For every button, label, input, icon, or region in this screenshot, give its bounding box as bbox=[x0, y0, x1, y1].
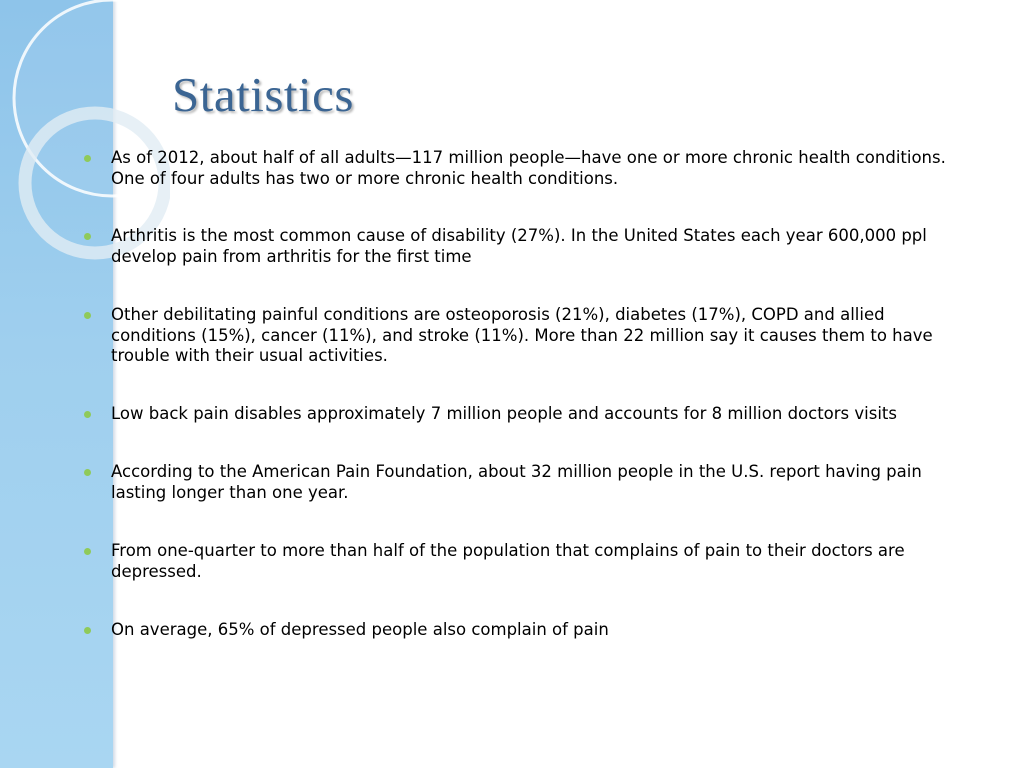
bullet-text: Other debilitating painful conditions are osteoporosis (21%), diabetes (17%), COPD and allied conditions (15%), cancer (11%), and stroke (11%). More than 22 million say it causes them to have trouble with their usual activities. bbox=[111, 305, 933, 365]
bullet-item bbox=[111, 620, 609, 641]
bullet-text: On average, 65% of depressed people also complain of pain bbox=[111, 620, 609, 639]
bullet-dot-icon bbox=[84, 155, 91, 162]
bullet-item bbox=[111, 305, 971, 367]
bullet-item bbox=[111, 226, 971, 267]
bullet-text: As of 2012, about half of all adults—117 million people—have one or more chronic health conditions. One of four adults has two or more chronic health conditions. bbox=[111, 148, 946, 188]
bullet-dot-icon bbox=[84, 627, 91, 634]
bullet-text: Arthritis is the most common cause of disability (27%). In the United States each year 600,000 ppl develop pain from arthritis for the first time bbox=[111, 226, 927, 266]
bullet-dot-icon bbox=[84, 312, 91, 319]
bullet-item bbox=[111, 404, 897, 425]
bullet-item bbox=[111, 541, 971, 582]
bullet-text: Low back pain disables approximately 7 million people and accounts for 8 million doctors visits bbox=[111, 404, 897, 423]
bullet-item bbox=[111, 148, 971, 189]
bullet-dot-icon bbox=[84, 411, 91, 418]
slide-title: Statistics bbox=[172, 67, 354, 122]
bullet-text: According to the American Pain Foundation, about 32 million people in the U.S. report having pain lasting longer than one year. bbox=[111, 462, 922, 502]
bullet-dot-icon bbox=[84, 233, 91, 240]
bullet-text: From one-quarter to more than half of the population that complains of pain to their doctors are depressed. bbox=[111, 541, 905, 581]
bullet-dot-icon bbox=[84, 548, 91, 555]
bullet-item bbox=[111, 462, 971, 503]
bullet-dot-icon bbox=[84, 469, 91, 476]
